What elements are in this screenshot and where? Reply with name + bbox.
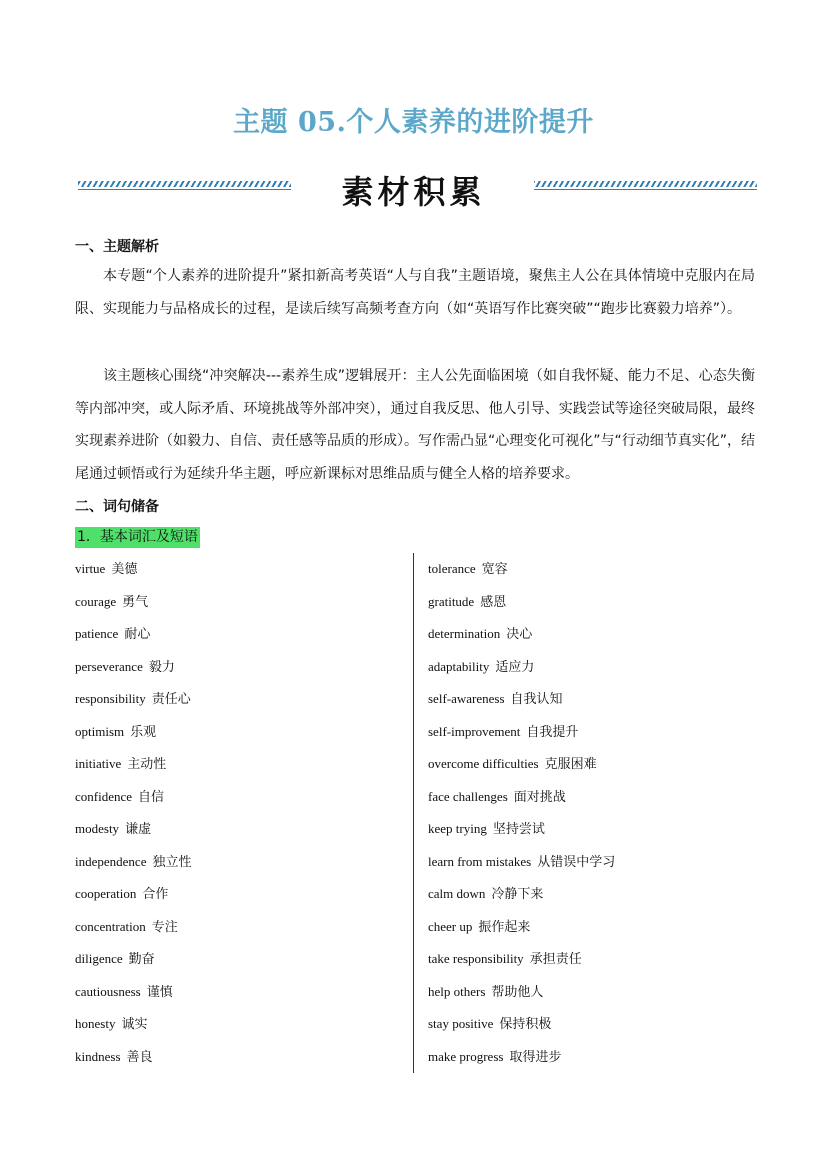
vocab-english: courage: [75, 593, 117, 609]
section-heading-vocabulary: 二、词句储备: [75, 499, 159, 515]
vocab-chinese: 合作: [142, 887, 169, 902]
vocab-chinese: 专注: [151, 919, 178, 935]
vocab-item: [75, 878, 191, 911]
vocab-english: initiative: [75, 756, 122, 771]
vocab-item: [75, 943, 191, 976]
vocab-english: keep trying: [428, 821, 487, 836]
vocab-chinese: 适应力: [495, 659, 535, 675]
vocab-english: help others: [428, 983, 486, 999]
vocab-english: cooperation: [75, 886, 137, 901]
vocab-item: [75, 846, 191, 879]
vocab-english: self-awareness: [428, 691, 505, 706]
vocab-chinese: 善良: [126, 1049, 153, 1065]
vocab-item: [75, 651, 191, 684]
vocab-english: responsibility: [75, 691, 146, 706]
vocab-english: cautiousness: [75, 983, 141, 999]
vocab-english: tolerance: [428, 561, 476, 576]
section-heading-analysis: 一、主题解析: [75, 239, 159, 255]
vocab-item: [428, 878, 615, 911]
vocab-english: self-improvement: [428, 723, 521, 739]
decorative-divider-right: [534, 181, 757, 187]
vocab-item: [75, 586, 191, 619]
vocab-chinese: 冷静下来: [491, 887, 544, 902]
vocab-chinese: 乐观: [130, 724, 157, 740]
vocab-english: diligence: [75, 951, 123, 966]
vocab-item: [428, 553, 615, 586]
vocab-english: concentration: [75, 918, 146, 934]
vocab-english: adaptability: [428, 658, 490, 674]
vocab-item: [428, 651, 615, 684]
vocab-item: [75, 716, 191, 749]
vocab-english: make progress: [428, 1048, 504, 1064]
vocab-item: [428, 911, 615, 944]
vocab-english: gratitude: [428, 593, 475, 609]
vocab-chinese: 帮助他人: [491, 984, 544, 1000]
vocab-chinese: 克服困难: [544, 757, 597, 772]
vocab-item: [428, 1008, 615, 1041]
vocab-item: [428, 976, 615, 1009]
vocab-chinese: 决心: [506, 627, 533, 642]
vocab-item: [75, 976, 191, 1009]
vocab-chinese: 感恩: [480, 594, 507, 610]
vocab-chinese: 责任心: [151, 692, 191, 707]
vocab-chinese: 承担责任: [529, 952, 582, 967]
vocab-english: face challenges: [428, 788, 508, 804]
vocab-item: [428, 716, 615, 749]
vocab-item: [75, 911, 191, 944]
vocab-chinese: 自信: [138, 789, 165, 805]
vocab-english: perseverance: [75, 658, 143, 674]
vocab-item: [75, 813, 191, 846]
vocab-chinese: 美德: [111, 562, 138, 577]
vocab-item: [75, 781, 191, 814]
vocab-item: [428, 748, 615, 781]
vocab-english: confidence: [75, 788, 133, 804]
vocab-item: [428, 846, 615, 879]
vocab-english: honesty: [75, 1016, 116, 1031]
vocab-chinese: 坚持尝试: [492, 822, 545, 837]
vocab-chinese: 宽容: [481, 562, 508, 577]
vocab-item: [428, 813, 615, 846]
vocab-chinese: 面对挑战: [513, 789, 566, 805]
vocab-item: [75, 618, 191, 651]
vocab-english: take responsibility: [428, 951, 524, 966]
vocab-english: modesty: [75, 821, 120, 836]
vocab-english: independence: [75, 853, 147, 869]
vocab-chinese: 独立性: [152, 854, 192, 870]
vocab-chinese: 耐心: [124, 627, 151, 642]
vocab-chinese: 谨慎: [146, 984, 173, 1000]
vocab-item: [428, 618, 615, 651]
vocab-english: optimism: [75, 723, 125, 739]
vocab-chinese: 谦虚: [125, 822, 152, 837]
vocab-item: [75, 683, 191, 716]
vocab-chinese: 毅力: [148, 659, 175, 675]
vocab-english: calm down: [428, 886, 486, 901]
analysis-paragraph-2: 该主题核心围绕“冲突解决---素养生成”逻辑展开：主人公先面临困境（如自我怀疑、能力不足、心态失衡等内部冲突，或人际矛盾、环境挑战等外部冲突），通过自我反思、他人引导、实践尝试等途径突破局限，最终实现素养进阶（如毅力、自信、责任感等品质的形成）。写作需凸显“心理变化可视化”与“行动细节真实化”，结尾通过顿悟或行为延续升华主题，呼应新课标对思维品质与健全人格的培养要求。: [75, 368, 756, 482]
vocab-item: [428, 781, 615, 814]
vocab-english: patience: [75, 626, 119, 641]
vocab-english: determination: [428, 626, 501, 641]
vocab-english: kindness: [75, 1048, 121, 1064]
highlighted-subheading: 1．基本词汇及短语: [75, 527, 200, 548]
vocab-column-right: [428, 553, 615, 1073]
vocab-chinese: 勇气: [122, 594, 149, 610]
vocab-item: [75, 748, 191, 781]
vocab-chinese: 从错误中学习: [537, 854, 616, 870]
vocab-item: [428, 943, 615, 976]
vocab-item: [428, 586, 615, 619]
vocab-chinese: 保持积极: [499, 1017, 552, 1032]
vocab-item: [428, 683, 615, 716]
page-title: 主题 05.个人素养的进阶提升: [233, 107, 594, 138]
vocab-column-left: [75, 553, 191, 1073]
vocab-chinese: 勤奋: [128, 952, 155, 967]
vocab-chinese: 诚实: [121, 1017, 148, 1032]
vocab-english: cheer up: [428, 918, 473, 934]
vocab-chinese: 自我提升: [526, 724, 579, 740]
vocab-english: learn from mistakes: [428, 853, 532, 869]
section-banner-title: 素材积累: [341, 173, 486, 211]
vocab-chinese: 取得进步: [509, 1049, 562, 1065]
vocab-item: [428, 1041, 615, 1074]
vocab-item: [75, 553, 191, 586]
vocab-chinese: 自我认知: [510, 692, 563, 707]
vocab-english: stay positive: [428, 1016, 494, 1031]
column-divider: [413, 553, 414, 1073]
vocab-english: virtue: [75, 561, 106, 576]
vocab-item: [75, 1008, 191, 1041]
vocab-chinese: 振作起来: [478, 919, 531, 935]
vocab-english: overcome difficulties: [428, 756, 539, 771]
vocab-chinese: 主动性: [127, 757, 167, 772]
analysis-paragraph-1: 本专题“个人素养的进阶提升”紧扣新高考英语“人与自我”主题语境，聚焦主人公在具体情境中克服内在局限、实现能力与品格成长的过程，是读后续写高频考查方向（如“英语写作比赛突破”“跑步比赛毅力培养”）。: [75, 268, 755, 317]
vocab-item: [75, 1041, 191, 1074]
